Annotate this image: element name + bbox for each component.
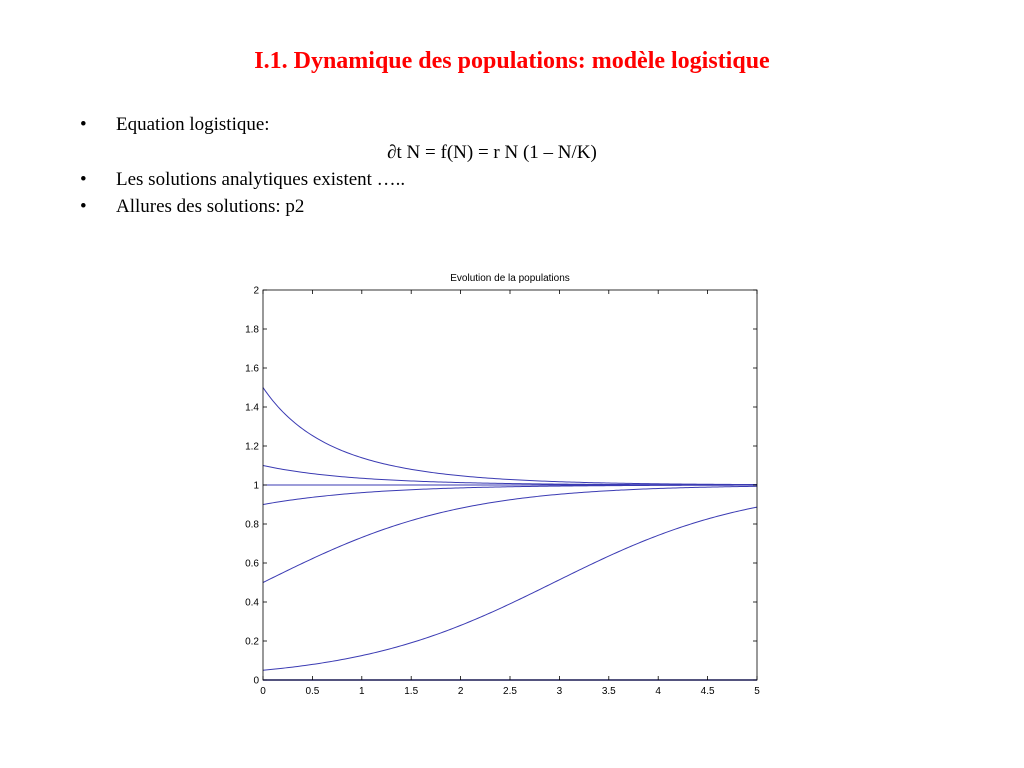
y-tick-label: 1.2 — [245, 441, 259, 453]
y-tick-label: 1 — [253, 480, 259, 492]
y-tick-label: 1.6 — [245, 363, 259, 375]
x-tick-label: 3.5 — [601, 686, 616, 697]
x-tick-label: 1.5 — [404, 686, 419, 697]
x-tick-label: 4.5 — [700, 686, 715, 697]
x-tick-label: 5 — [754, 686, 760, 697]
x-tick-label: 1 — [359, 686, 365, 697]
y-tick-label: 1.8 — [245, 324, 259, 336]
x-tick-label: 0.5 — [305, 686, 320, 697]
y-tick-label: 0.2 — [245, 636, 259, 648]
bullet-icon: • — [80, 114, 87, 135]
equation: ∂t N = f(N) = r N (1 – N/K) — [387, 142, 597, 163]
series-line-1 — [263, 507, 757, 670]
chart-title: Evolution de la populations — [450, 273, 570, 284]
series-line-2 — [263, 486, 757, 582]
bullet-text: Allures des solutions: p2 — [116, 196, 305, 217]
y-tick-label: 0.8 — [245, 519, 259, 531]
series-line-5 — [263, 466, 757, 485]
bullet-text: Equation logistique: — [116, 114, 270, 135]
x-tick-label: 0 — [260, 686, 266, 697]
bullet-text: Les solutions analytiques existent ….. — [116, 169, 406, 190]
series-line-6 — [263, 388, 757, 485]
y-tick-label: 0.4 — [245, 597, 259, 609]
x-tick-label: 3 — [556, 686, 563, 697]
y-tick-label: 2 — [253, 285, 259, 297]
x-tick-label: 4 — [655, 686, 661, 697]
x-tick-label: 2 — [457, 686, 464, 697]
x-tick-label: 2.5 — [503, 686, 517, 697]
bullet-icon: • — [80, 169, 87, 190]
slide-title: I.1. Dynamique des populations: modèle logistique — [254, 48, 770, 74]
y-tick-label: 1.4 — [245, 402, 259, 414]
bullet-icon: • — [80, 196, 87, 217]
y-tick-label: 0.6 — [245, 558, 259, 570]
y-tick-label: 0 — [253, 675, 259, 687]
